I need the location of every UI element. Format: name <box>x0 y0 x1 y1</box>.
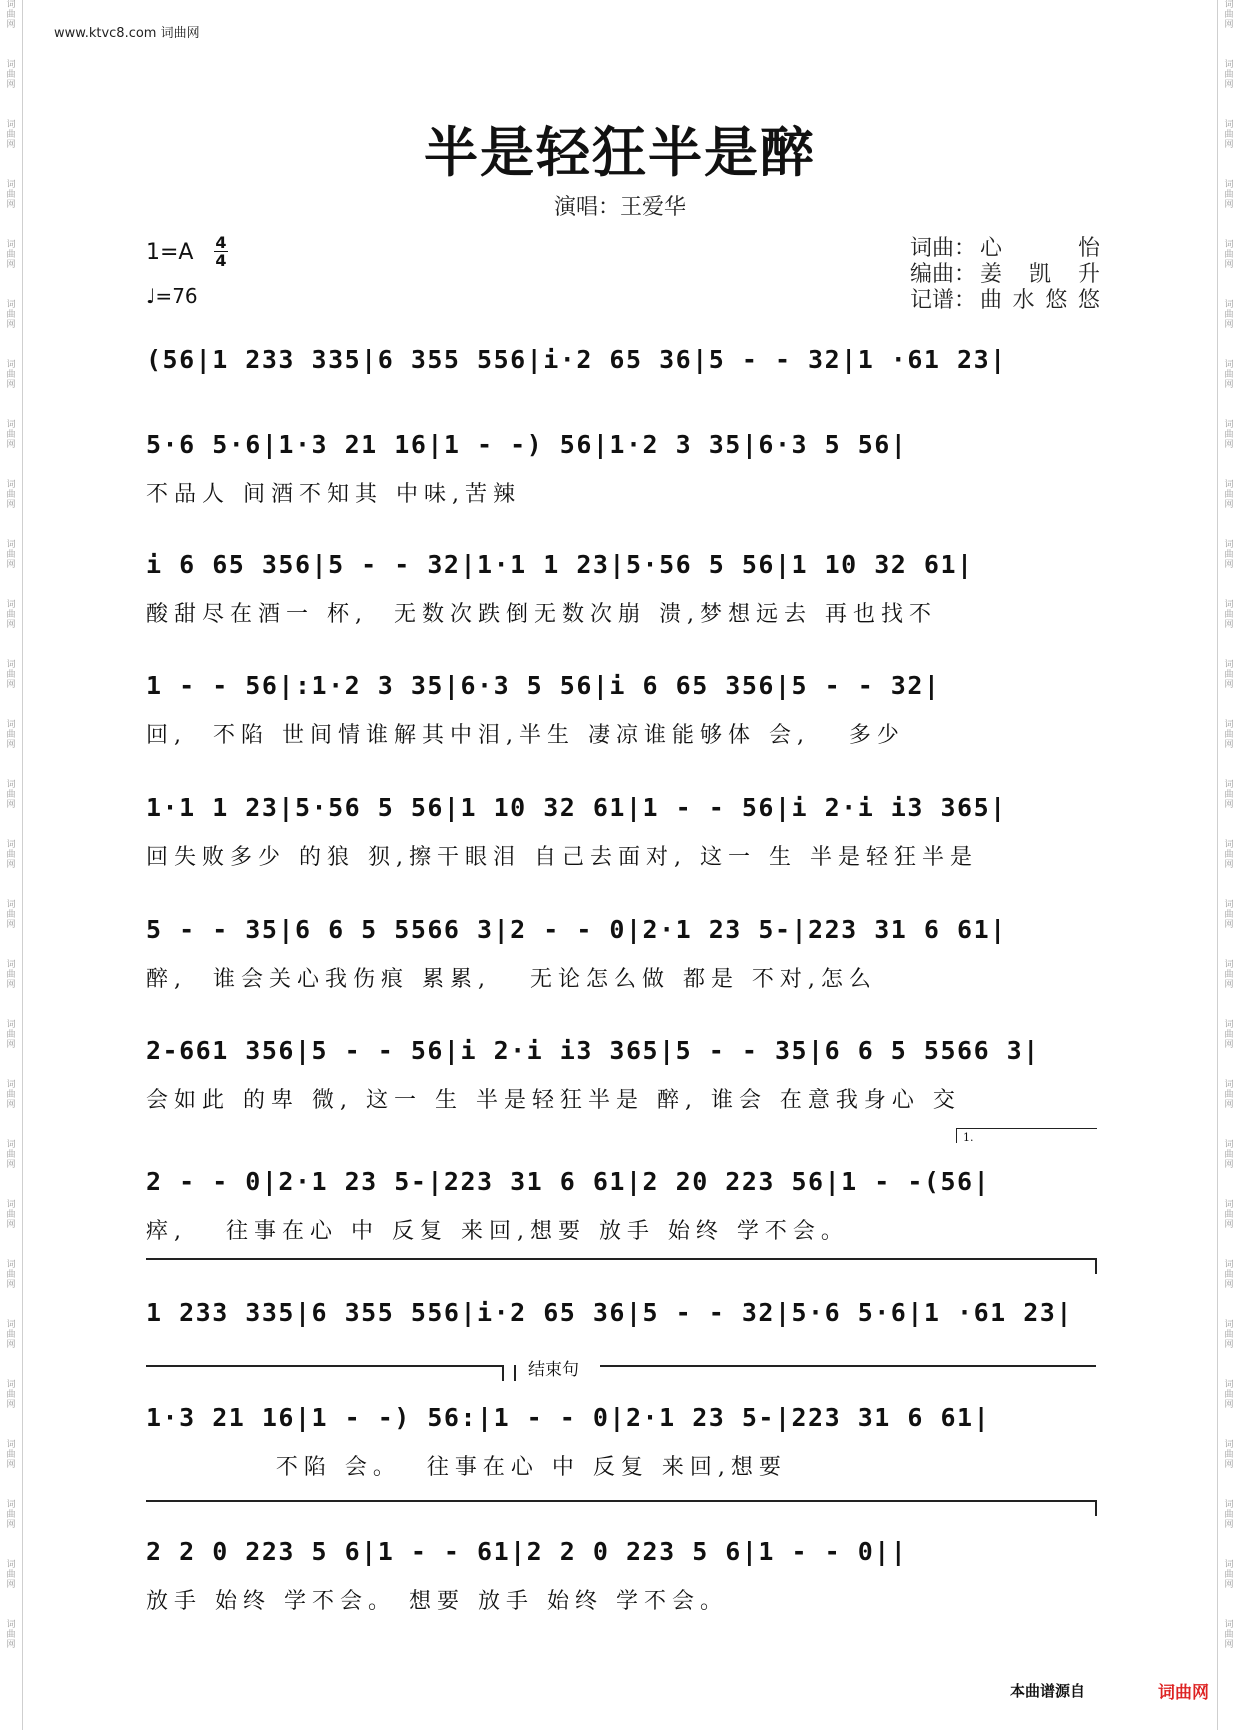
footer-logo[interactable]: 词曲网 <box>1158 1683 1209 1703</box>
bracket-line-upper-end <box>1095 1258 1097 1274</box>
bracket-line-left <box>146 1365 502 1367</box>
lyrics-row-3: 酸甜尽在酒一 杯, 无数次跌倒无数次崩 溃,梦想远去 再也找不 <box>146 602 937 627</box>
watermark-unit: 词 曲 网 <box>6 900 16 930</box>
watermark-unit: 词 曲 网 <box>6 1140 16 1170</box>
watermark-unit: 词 曲 网 <box>1224 1200 1234 1230</box>
watermark-unit: 词 曲 网 <box>6 60 16 90</box>
tempo-marking: ♩=76 <box>146 284 198 308</box>
notes-row-5: 1·1 1 23|5·56 5 56|1 10 32 61|1 - - 56|i 2·i i3 365| <box>146 793 1007 822</box>
bracket-line-upper <box>146 1258 1096 1260</box>
lyrics-row-7: 会如此 的卑 微, 这一 生 半是轻狂半是 醉, 谁会 在意我身心 交 <box>146 1088 961 1113</box>
watermark-unit: 词 曲 网 <box>1224 0 1234 30</box>
watermark-unit: 词 曲 网 <box>6 960 16 990</box>
watermark-unit: 词 曲 网 <box>1224 1320 1234 1350</box>
watermark-unit: 词 曲 网 <box>1224 1380 1234 1410</box>
time-signature <box>214 234 228 269</box>
ending-bracket-start <box>514 1365 516 1381</box>
watermark-unit: 词 曲 网 <box>1224 540 1234 570</box>
watermark-unit: 词 曲 网 <box>1224 420 1234 450</box>
lyrics-row-8: 瘁, 往事在心 中 反复 来回,想要 放手 始终 学不会。 <box>146 1219 849 1244</box>
site-label[interactable]: www.ktvc8.com 词曲网 <box>54 26 200 41</box>
watermark-unit: 词 曲 网 <box>6 1380 16 1410</box>
watermark-unit: 词 曲 网 <box>1224 180 1234 210</box>
watermark-unit: 词 曲 网 <box>1224 1560 1234 1590</box>
watermark-unit: 词 曲 网 <box>6 1200 16 1230</box>
notes-row-7: 2-661 356|5 - - 56|i 2·i i3 365|5 - - 35|6 6 5 5566 3| <box>146 1036 1040 1065</box>
watermark-unit: 词 曲 网 <box>1224 480 1234 510</box>
watermark-unit: 词 曲 网 <box>1224 1080 1234 1110</box>
notes-row-8: 2 - - 0|2·1 23 5-|223 31 6 61|2 20 223 56|1 - -(56| <box>146 1167 991 1196</box>
watermark-unit: 词 曲 网 <box>6 1020 16 1050</box>
left-watermark-strip <box>0 0 22 1730</box>
watermark-unit: 词 曲 网 <box>6 1620 16 1650</box>
notes-row-2: 5·6 5·6|1·3 21 16|1 - -) 56|1·2 3 35|6·3 5 56| <box>146 430 908 459</box>
credit-lyrics-music: 词曲： 心怡 <box>910 236 1101 261</box>
notes-row-4: 1 - - 56|:1·2 3 35|6·3 5 56|i 6 65 356|5 - - 32| <box>146 671 941 700</box>
credit-arranger: 编曲： 姜凯升 <box>910 262 1101 287</box>
watermark-unit: 词 曲 网 <box>1224 1440 1234 1470</box>
lyrics-row-11: 放手 始终 学不会。 想要 放手 始终 学不会。 <box>146 1589 728 1614</box>
watermark-unit: 词 曲 网 <box>6 660 16 690</box>
watermark-unit: 词 曲 网 <box>6 420 16 450</box>
right-watermark-strip <box>1218 0 1240 1730</box>
watermark-unit: 词 曲 网 <box>6 1320 16 1350</box>
watermark-unit: 词 曲 网 <box>1224 240 1234 270</box>
watermark-unit: 词 曲 网 <box>6 180 16 210</box>
first-ending-bracket: 1. <box>956 1128 1097 1143</box>
watermark-unit: 词 曲 网 <box>6 1500 16 1530</box>
bracket-line-right <box>600 1365 1096 1367</box>
notes-row-1: (56|1 233 335|6 355 556|i·2 65 36|5 - - 32|1 ·61 23| <box>146 345 1007 374</box>
watermark-unit: 词 曲 网 <box>6 360 16 390</box>
watermark-unit: 词 曲 网 <box>6 1560 16 1590</box>
right-margin-line <box>1217 0 1218 1730</box>
song-title: 半是轻狂半是醉 <box>424 120 816 184</box>
bracket-line-lower <box>146 1500 1096 1502</box>
watermark-unit: 词 曲 网 <box>1224 600 1234 630</box>
watermark-unit: 词 曲 网 <box>1224 300 1234 330</box>
notes-row-9: 1 233 335|6 355 556|i·2 65 36|5 - - 32|5·6 5·6|1 ·61 23| <box>146 1298 1073 1327</box>
watermark-unit: 词 曲 网 <box>6 840 16 870</box>
lyrics-row-10: 不陷 会。 往事在心 中 反复 来回,想要 <box>146 1455 787 1480</box>
notes-row-10: 1·3 21 16|1 - -) 56:|1 - - 0|2·1 23 5-|223 31 6 61| <box>146 1403 991 1432</box>
bracket-line-lower-end <box>1095 1500 1097 1516</box>
watermark-unit: 词 曲 网 <box>1224 840 1234 870</box>
watermark-unit: 词 曲 网 <box>1224 1020 1234 1050</box>
watermark-unit: 词 曲 网 <box>6 720 16 750</box>
watermark-unit: 词 曲 网 <box>6 480 16 510</box>
watermark-unit: 词 曲 网 <box>1224 780 1234 810</box>
watermark-unit: 词 曲 网 <box>6 1080 16 1110</box>
watermark-unit: 词 曲 网 <box>1224 60 1234 90</box>
notes-row-11: 2 2 0 223 5 6|1 - - 61|2 2 0 223 5 6|1 - - 0|| <box>146 1537 908 1566</box>
watermark-unit: 词 曲 网 <box>1224 1500 1234 1530</box>
watermark-unit: 词 曲 网 <box>1224 1140 1234 1170</box>
credit-transcriber: 记谱： 曲水悠悠 <box>910 288 1101 313</box>
credits <box>910 236 1100 314</box>
watermark-unit: 词 曲 网 <box>1224 120 1234 150</box>
lyrics-row-6: 醉, 谁会关心我伤痕 累累, 无论怎么做 都是 不对,怎么 <box>146 967 877 992</box>
bracket-line-left-end <box>502 1365 504 1381</box>
singer-line: 演唱：王爱华 <box>553 195 686 220</box>
watermark-unit: 词 曲 网 <box>6 1260 16 1290</box>
watermark-unit: 词 曲 网 <box>6 0 16 30</box>
lyrics-row-4: 回, 不陷 世间情谁解其中泪,半生 凄凉谁能够体 会, 多少 <box>146 723 905 748</box>
watermark-unit: 词 曲 网 <box>1224 720 1234 750</box>
watermark-unit: 词 曲 网 <box>1224 960 1234 990</box>
watermark-unit: 词 曲 网 <box>6 780 16 810</box>
watermark-unit: 词 曲 网 <box>6 300 16 330</box>
watermark-unit: 词 曲 网 <box>6 120 16 150</box>
lyrics-row-5: 回失败多少 的狼 狈,擦干眼泪 自己去面对, 这一 生 半是轻狂半是 <box>146 845 978 870</box>
watermark-unit: 词 曲 网 <box>1224 360 1234 390</box>
watermark-unit: 词 曲 网 <box>6 540 16 570</box>
watermark-unit: 词 曲 网 <box>6 1440 16 1470</box>
time-signature-bottom: 4 <box>215 251 227 270</box>
watermark-unit: 词 曲 网 <box>1224 900 1234 930</box>
watermark-unit: 词 曲 网 <box>6 240 16 270</box>
left-margin-line <box>22 0 23 1730</box>
lyrics-row-2: 不品人 间酒不知其 中味,苦辣 <box>146 482 521 507</box>
time-signature-top: 4 <box>215 233 227 252</box>
watermark-unit: 词 曲 网 <box>1224 1620 1234 1650</box>
watermark-unit: 词 曲 网 <box>6 600 16 630</box>
key-signature: 1=A <box>146 240 194 265</box>
watermark-unit: 词 曲 网 <box>1224 660 1234 690</box>
notes-row-3: i 6 65 356|5 - - 32|1·1 1 23|5·56 5 56|1 10 32 61| <box>146 550 974 579</box>
notes-row-6: 5 - - 35|6 6 5 5566 3|2 - - 0|2·1 23 5-|223 31 6 61| <box>146 915 1007 944</box>
footer-source: 本曲谱源自 <box>1010 1682 1086 1700</box>
ending-label: 结束句 <box>528 1360 579 1380</box>
watermark-unit: 词 曲 网 <box>1224 1260 1234 1290</box>
